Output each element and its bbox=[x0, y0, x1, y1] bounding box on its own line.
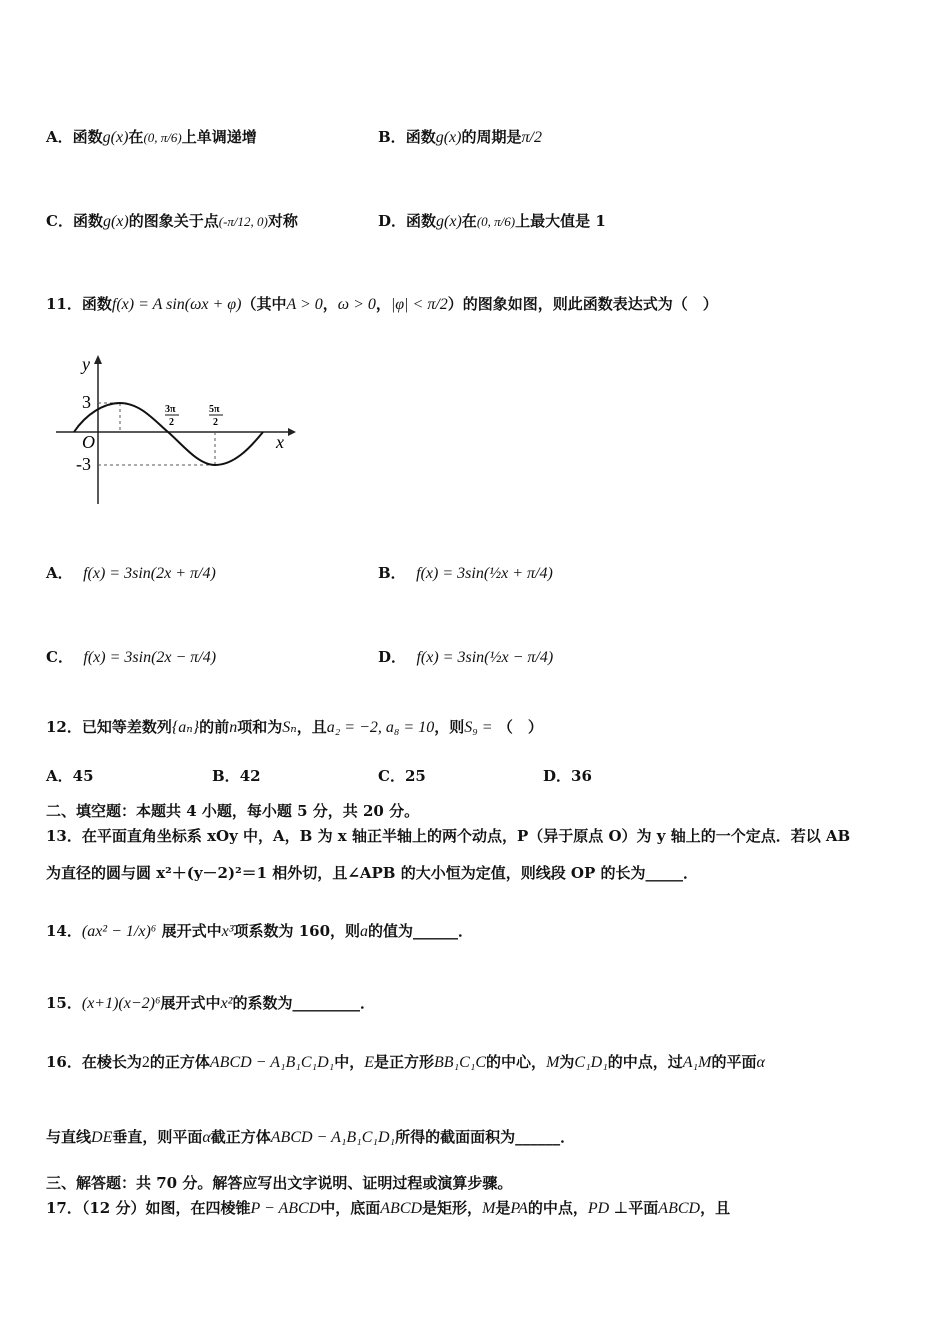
x-axis-label: x bbox=[276, 432, 284, 452]
q12-option-b: B．42 bbox=[212, 767, 261, 785]
tick1-den: 2 bbox=[169, 417, 174, 428]
y-axis-label: y bbox=[82, 354, 90, 374]
section2-heading: 二、填空题：本题共 4 小题，每小题 5 分，共 20 分。 bbox=[46, 802, 420, 820]
q13-line2: 为直径的圆与圆 x²＋(y－2)²＝1 相外切，且∠APB 的大小恒为定值，则线段 OP 的长为_____． bbox=[46, 864, 698, 882]
q12-stem: 12．已知等差数列{aₙ}的前n项和为Sₙ，且a₂ = −2, a₈ = 10，则S₉ = （ ） bbox=[46, 718, 543, 736]
x-axis-arrow bbox=[288, 428, 296, 436]
q12-option-a: A．45 bbox=[46, 767, 94, 785]
q11-option-a: A． f(x) = 3sin(2x + π/4) bbox=[46, 564, 216, 582]
q12-option-d: D．36 bbox=[543, 767, 592, 785]
q15-stem: 15．(x+1)(x−2)⁶展开式中x²的系数为_________． bbox=[46, 994, 375, 1012]
q12-option-c: C．25 bbox=[378, 767, 426, 785]
tick2-den: 2 bbox=[213, 417, 218, 428]
origin-label: O bbox=[82, 432, 95, 452]
tick2-num: 5π bbox=[209, 404, 220, 415]
q10-option-d: D．函数g(x)在(0, π/6)上最大值是 1 bbox=[378, 212, 606, 230]
q11-option-b: B． f(x) = 3sin(½x + π/4) bbox=[378, 564, 553, 582]
q11-option-d: D． f(x) = 3sin(½x − π/4) bbox=[378, 648, 554, 666]
q16-line1: 16．在棱长为2的正方体ABCD − A₁B₁C₁D₁中，E是正方形BB₁C₁C的中心，M为C₁D₁的中点，过A₁M的平面α bbox=[46, 1053, 765, 1071]
q13-line1: 13．在平面直角坐标系 xOy 中，A，B 为 x 轴正半轴上的两个动点，P（异于原点 O）为 y 轴上的一个定点．若以 AB bbox=[46, 827, 851, 845]
y-axis-arrow bbox=[94, 355, 102, 364]
q10-option-c: C．函数g(x)的图象关于点(-π/12, 0)对称 bbox=[46, 212, 298, 230]
tick1-num: 3π bbox=[165, 404, 176, 415]
q14-stem: 14．(ax² − 1/x)⁶ 展开式中x³项系数为 160，则a的值为______． bbox=[46, 922, 474, 940]
y-tick-neg3: -3 bbox=[76, 454, 91, 474]
q17-stem: 17．（12 分）如图，在四棱锥P − ABCD中，底面ABCD是矩形，M是PA的中点，PD ⊥平面ABCD，且 bbox=[46, 1199, 731, 1217]
q11-stem: 11．函数f(x) = A sin(ωx + φ)（其中A > 0，ω > 0，|φ| < π/2）的图象如图，则此函数表达式为（ ） bbox=[46, 295, 718, 313]
q11-option-c: C． f(x) = 3sin(2x − π/4) bbox=[46, 648, 217, 666]
q10-option-a: A．函数g(x)在(0, π/6)上单调递增 bbox=[46, 128, 257, 146]
section3-heading: 三、解答题：共 70 分。解答应写出文字说明、证明过程或演算步骤。 bbox=[46, 1174, 513, 1192]
q10-option-b: B．函数g(x)的周期是π/2 bbox=[378, 128, 542, 146]
y-tick-3: 3 bbox=[82, 392, 91, 412]
q11-graph bbox=[52, 352, 297, 510]
q16-line2: 与直线DE垂直，则平面α截正方体ABCD − A₁B₁C₁D₁所得的截面面积为______． bbox=[46, 1128, 576, 1146]
